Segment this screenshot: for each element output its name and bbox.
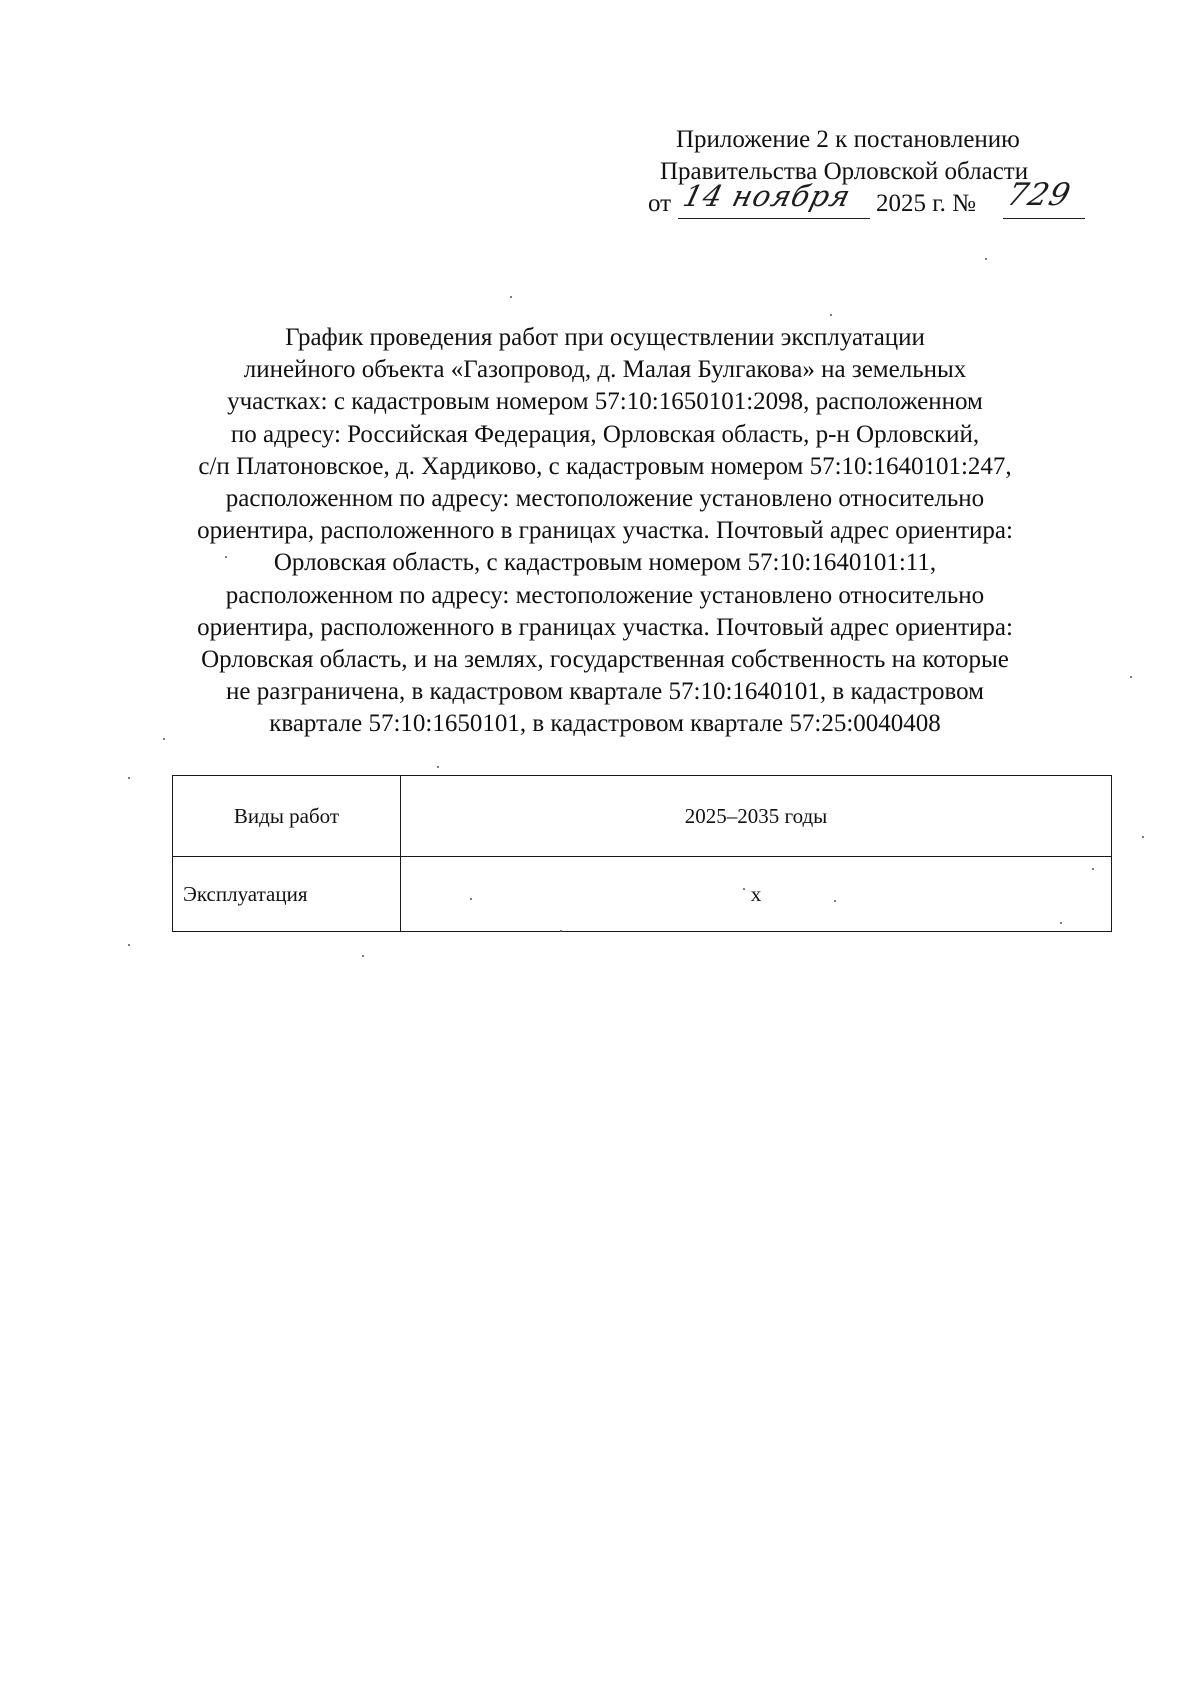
title-line: линейного объекта «Газопровод, д. Малая Булгакова» на земельных (243, 356, 967, 384)
header-work-types: Виды работ (173, 776, 401, 857)
title-line: ориентира, расположенного в границах участка. Почтовый адрес ориентира: (197, 613, 1013, 641)
table-header-row (173, 776, 1112, 857)
year-and-number-label: 2025 г. № (876, 190, 977, 217)
appendix-line-2: Правительства Орловской области (660, 158, 1029, 185)
title-line: расположенном по адресу: местоположение установлено относительно (225, 485, 985, 513)
title-line: по адресу: Российская Федерация, Орловская область, р-н Орловский, (230, 420, 980, 448)
appendix-date-line (648, 177, 1075, 222)
title-line: не разграничена, в кадастровом квартале 57:10:1640101, в кадастровом (226, 678, 984, 706)
title-line: квартале 57:10:1650101, в кадастровом квартале 57:25:0040408 (269, 710, 941, 738)
table-row (173, 857, 1112, 932)
title-line: ориентира, расположенного в границах участка. Почтовый адрес ориентира: (197, 517, 1013, 545)
appendix-line-1: Приложение 2 к постановлению (676, 126, 1020, 153)
title-line: расположенном по адресу: местоположение установлено относительно (225, 581, 985, 609)
title-line: с/п Платоновское, д. Хардиково, с кадастровым номером 57:10:1640101:247, (198, 452, 1012, 480)
cell-period-mark: х (401, 857, 1112, 932)
title-line: Орловская область, и на землях, государственная собственность на которые (201, 646, 1009, 674)
title-line: участках: с кадастровым номером 57:10:1650101:2098, расположенном (227, 388, 983, 416)
cell-work-type: Эксплуатация (173, 857, 401, 932)
handwritten-date: 14 ноября (679, 179, 855, 213)
document-title (150, 322, 1060, 741)
title-line: Орловская область, с кадастровым номером 57:10:1640101:11, (273, 549, 937, 577)
header-period: 2025–2035 годы (401, 776, 1112, 857)
title-line: График проведения работ при осуществлении эксплуатации (285, 324, 925, 351)
work-schedule-table (172, 775, 1112, 932)
handwritten-number: 729 (1003, 177, 1075, 213)
date-prefix: от (648, 190, 672, 217)
